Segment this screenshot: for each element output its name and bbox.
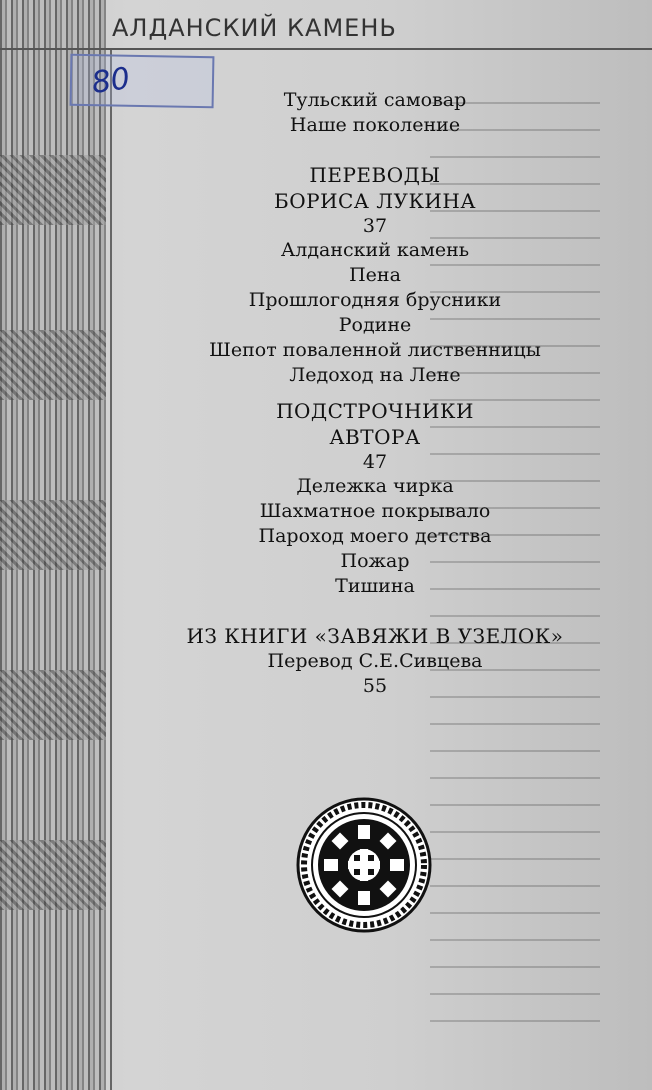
toc-item: Пена bbox=[349, 264, 401, 286]
toc-item: Дележка чирка bbox=[296, 475, 454, 497]
toc-item: Ледоход на Лене bbox=[289, 364, 461, 386]
page-number: 55 bbox=[362, 675, 388, 697]
ornament-band bbox=[0, 670, 106, 740]
table-of-contents bbox=[130, 88, 620, 698]
toc-item: Родине bbox=[338, 314, 412, 336]
section-title: ПЕРЕВОДЫ bbox=[309, 163, 441, 187]
section-title: БОРИСА ЛУКИНА bbox=[274, 189, 476, 213]
page-number: 37 bbox=[362, 215, 388, 237]
toc-item: Тишина bbox=[335, 575, 415, 597]
toc-item: Наше поколение bbox=[289, 114, 461, 136]
section-title: ИЗ КНИГИ «ЗАВЯЖИ В УЗЕЛОК» bbox=[186, 624, 564, 648]
toc-item: Прошлогодняя брусники bbox=[248, 289, 502, 311]
toc-item: Пожар bbox=[340, 550, 410, 572]
header-rule bbox=[0, 48, 652, 50]
ornamental-circle-emblem-icon bbox=[296, 797, 432, 933]
ornamental-border bbox=[0, 0, 106, 1090]
ornament-band bbox=[0, 840, 106, 910]
ornament-band bbox=[0, 330, 106, 400]
toc-item: Тульский самовар bbox=[283, 89, 467, 111]
ornament-band bbox=[0, 155, 106, 225]
section-title: АВТОРА bbox=[329, 425, 421, 449]
page-number: 47 bbox=[362, 451, 388, 473]
toc-item: Пароход моего детства bbox=[258, 525, 492, 547]
section-subtitle: Перевод С.Е.Сивцева bbox=[267, 650, 483, 672]
toc-item: Шахматное покрывало bbox=[259, 500, 491, 522]
handwritten-number: 80 bbox=[89, 61, 133, 102]
running-title: АЛДАНСКИЙ КАМЕНЬ bbox=[112, 14, 397, 42]
toc-item: Алданский камень bbox=[280, 239, 470, 261]
ornament-band bbox=[0, 500, 106, 570]
section-title: ПОДСТРОЧНИКИ bbox=[276, 399, 474, 423]
border-rule bbox=[110, 50, 112, 1090]
toc-item: Шепот поваленной лиственницы bbox=[209, 339, 541, 361]
